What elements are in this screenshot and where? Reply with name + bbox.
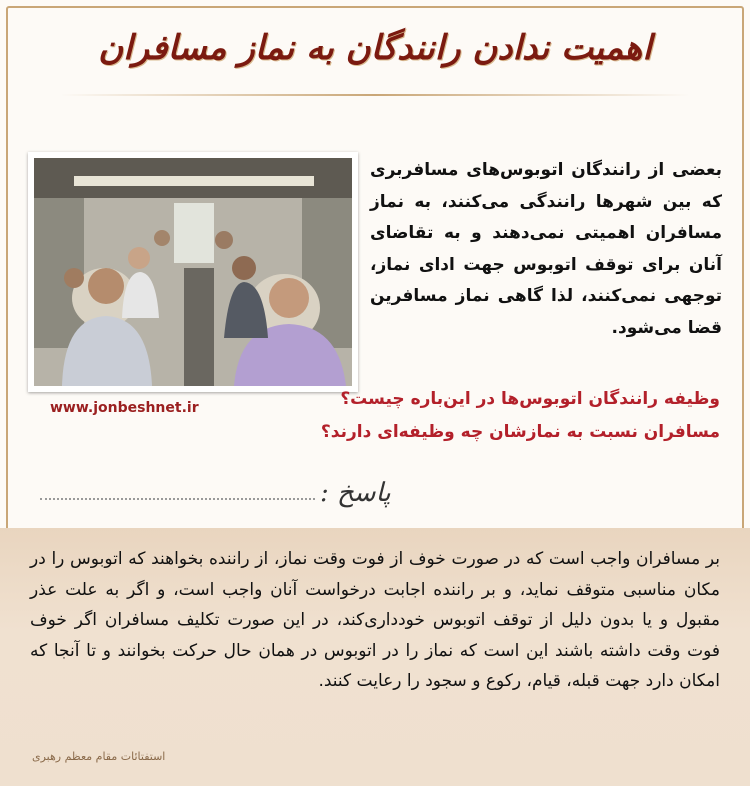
dotted-divider: [40, 498, 315, 500]
bus-passengers-photo: [28, 152, 358, 392]
answer-text: بر مسافران واجب است که در صورت خوف از فوت وقت نماز، از راننده بخواهند که اتوبوس را در مکان مناسبی متوقف نماید، و بر راننده اجابت درخواست آنان واجب است، و اگر به علت عذر مقبول و یا بدون دلیل از توقف اتوبوس خودداری‌کند، در این صورت تکلیف مسافران اگر خوف فوت وقت داشته باشند این است که نماز را در اتوبوس در همان حال حرکت بخوانند و تا آنجا که امکان دارد جهت قبله، قیام، رکوع و سجود را رعایت کنند.: [30, 549, 720, 691]
answer-panel: [0, 528, 750, 786]
question-prompt-1: وظیفه رانندگان اتوبوس‌ها در این‌باره چیست؟: [340, 389, 720, 409]
website-link[interactable]: www.jonbeshnet.ir: [50, 400, 199, 416]
question-text: بعضی از رانندگان اتوبوس‌های مسافربری که بین شهرها رانندگی می‌کنند، به نماز مسافران اهمیتی نمی‌دهند و به تقاضای آنان برای توقف اتوبوس جهت ادای نماز، توجهی نمی‌کنند، لذا گاهی نماز مسافرین قضا می‌شود.: [370, 160, 722, 338]
answer-label: پاسخ :: [320, 478, 391, 508]
page-title: اهمیت ندادن رانندگان به نماز مسافران: [98, 28, 652, 68]
title-divider: [60, 94, 690, 96]
question-prompt-2: مسافران نسبت به نمازشان چه وظیفه‌ای دارند؟: [320, 422, 720, 442]
question-prompts: [220, 383, 720, 449]
source-credit: استفتائات مقام معظم رهبری: [32, 750, 166, 763]
bus-interior-image: [34, 158, 352, 386]
